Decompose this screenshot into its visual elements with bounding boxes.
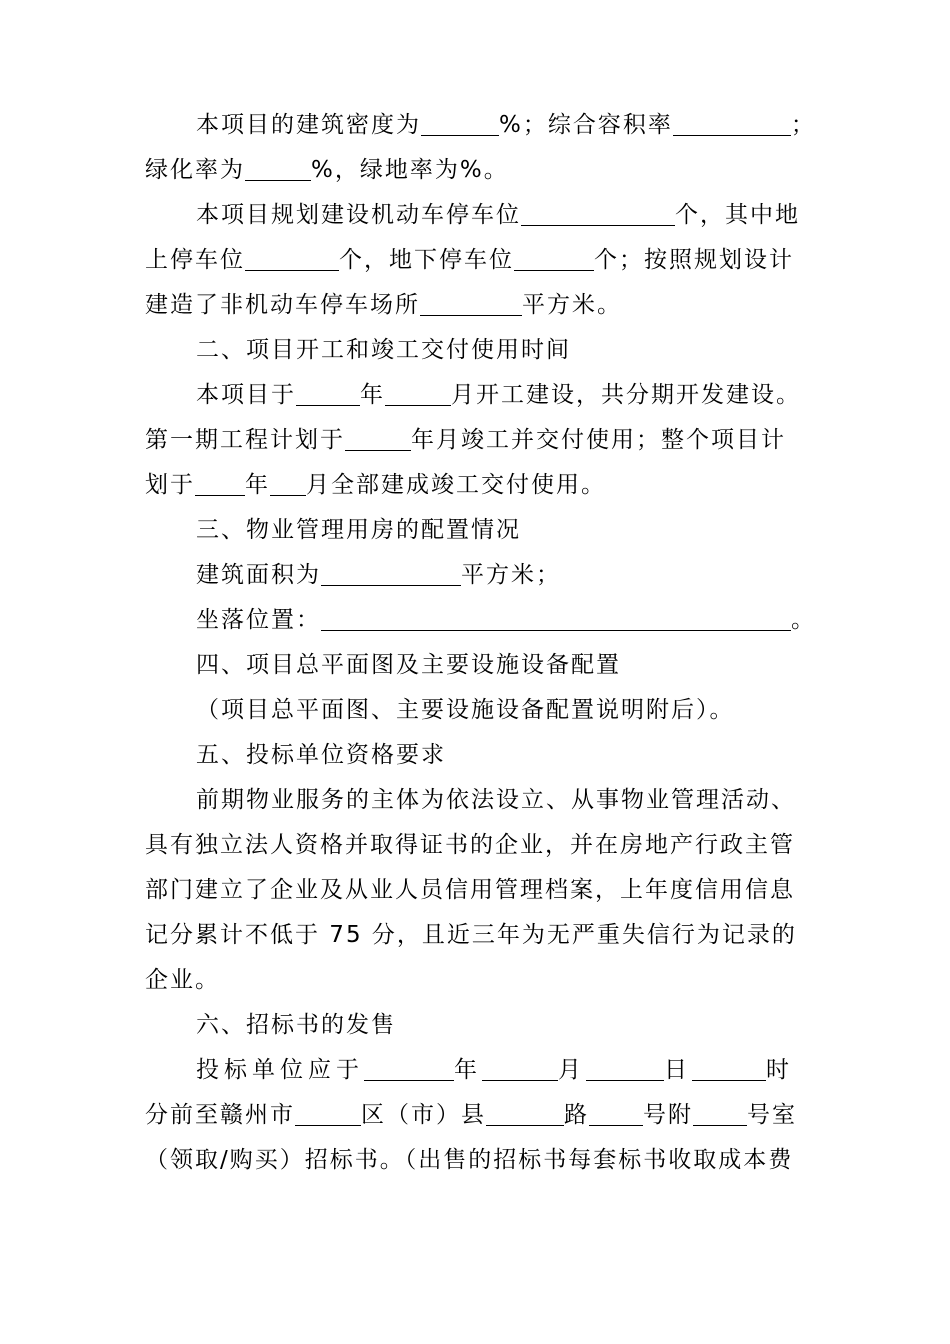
text: 绿化率为 bbox=[145, 157, 245, 183]
section-heading-5: 五、投标单位资格要求 bbox=[196, 742, 446, 768]
text: 投标单位应于 bbox=[196, 1057, 364, 1083]
bike-parking-line bbox=[145, 286, 622, 319]
number-blank[interactable] bbox=[589, 1101, 643, 1126]
district-blank[interactable] bbox=[295, 1101, 361, 1126]
text: 分前至赣州市 bbox=[145, 1102, 295, 1128]
qualification-text: 部门建立了企业及从业人员信用管理档案，上年度信用信息 bbox=[145, 877, 795, 903]
density-blank[interactable] bbox=[421, 111, 499, 136]
tender-sale-text: （领取/购买）招标书。（出售的招标书每套标书收取成本费 bbox=[145, 1147, 794, 1173]
text: 个；按照规划设计 bbox=[594, 247, 794, 273]
text: 区（市）县 bbox=[361, 1102, 486, 1128]
qualification-text: 前期物业服务的主体为依法设立、从事物业管理活动、 bbox=[196, 787, 796, 813]
deadline-year-blank[interactable] bbox=[364, 1056, 454, 1081]
text: 个，地下停车位 bbox=[339, 247, 514, 273]
text: 建造了非机动车停车场所 bbox=[145, 292, 420, 318]
text: 划于 bbox=[145, 472, 195, 498]
text: 个，其中地 bbox=[675, 202, 800, 228]
building-area-line bbox=[196, 556, 561, 589]
location-line bbox=[196, 601, 816, 634]
text: 年月竣工并交付使用；整个项目计 bbox=[411, 427, 786, 453]
bike-parking-area-blank[interactable] bbox=[420, 291, 522, 316]
text: 年 bbox=[454, 1057, 482, 1083]
green-rate-line bbox=[145, 151, 509, 184]
text: 年 bbox=[245, 472, 270, 498]
attachment-note: （项目总平面图、主要设施设备配置说明附后）。 bbox=[196, 697, 735, 723]
text: 本项目于 bbox=[196, 382, 296, 408]
text: 月 bbox=[558, 1057, 586, 1083]
text: %；综合容积率 bbox=[499, 112, 673, 138]
address-line bbox=[145, 1096, 797, 1129]
text: 平方米。 bbox=[522, 292, 622, 318]
phase1-line bbox=[145, 421, 786, 454]
green-rate-blank[interactable] bbox=[245, 156, 311, 181]
completion-line bbox=[145, 466, 606, 499]
text: 路 bbox=[564, 1102, 589, 1128]
start-date-line bbox=[196, 376, 801, 409]
completion-year-blank[interactable] bbox=[195, 471, 245, 496]
text: 上停车位 bbox=[145, 247, 245, 273]
room-blank[interactable] bbox=[693, 1101, 747, 1126]
completion-month-blank[interactable] bbox=[270, 471, 306, 496]
deadline-month-blank[interactable] bbox=[482, 1056, 558, 1081]
deadline-day-blank[interactable] bbox=[586, 1056, 664, 1081]
qualification-text: 企业。 bbox=[145, 967, 220, 993]
text: 本项目规划建设机动车停车位 bbox=[196, 202, 521, 228]
text: 建筑面积为 bbox=[196, 562, 321, 588]
deadline-hour-blank[interactable] bbox=[692, 1056, 766, 1081]
parking-split-line bbox=[145, 241, 794, 274]
text: 。 bbox=[791, 607, 816, 633]
section-heading-4: 四、项目总平面图及主要设施设备配置 bbox=[196, 652, 621, 678]
building-area-blank[interactable] bbox=[321, 561, 461, 586]
deadline-line bbox=[196, 1051, 794, 1084]
qualification-text: 具有独立法人资格并取得证书的企业，并在房地产行政主管 bbox=[145, 832, 795, 858]
text: 年 bbox=[360, 382, 385, 408]
text: 平方米； bbox=[461, 562, 561, 588]
section-heading-3: 三、物业管理用房的配置情况 bbox=[196, 517, 521, 543]
text: 月全部建成竣工交付使用。 bbox=[306, 472, 606, 498]
text: 坐落位置： bbox=[196, 607, 321, 633]
text: 第一期工程计划于 bbox=[145, 427, 345, 453]
text: %，绿地率为%。 bbox=[311, 157, 509, 183]
qualification-text: 记分累计不低于 75 分，且近三年为无严重失信行为记录的 bbox=[145, 922, 797, 948]
start-year-blank[interactable] bbox=[296, 381, 360, 406]
road-blank[interactable] bbox=[486, 1101, 564, 1126]
density-line bbox=[196, 106, 816, 139]
ground-parking-blank[interactable] bbox=[245, 246, 339, 271]
section-heading-6: 六、招标书的发售 bbox=[196, 1012, 396, 1038]
parking-total-blank[interactable] bbox=[521, 201, 675, 226]
text: 日 bbox=[664, 1057, 692, 1083]
parking-line bbox=[196, 196, 800, 229]
location-blank[interactable] bbox=[321, 606, 791, 631]
plot-ratio-blank[interactable] bbox=[673, 111, 791, 136]
underground-parking-blank[interactable] bbox=[514, 246, 594, 271]
section-heading-2: 二、项目开工和竣工交付使用时间 bbox=[196, 337, 571, 363]
phase1-year-blank[interactable] bbox=[345, 426, 411, 451]
text: ； bbox=[790, 112, 816, 138]
text: 月开工建设，共分期开发建设。 bbox=[451, 382, 801, 408]
start-month-blank[interactable] bbox=[385, 381, 451, 406]
text: 号附 bbox=[643, 1102, 693, 1128]
text: 本项目的建筑密度为 bbox=[196, 112, 421, 138]
text: 号室 bbox=[747, 1102, 797, 1128]
text: 时 bbox=[766, 1057, 794, 1083]
